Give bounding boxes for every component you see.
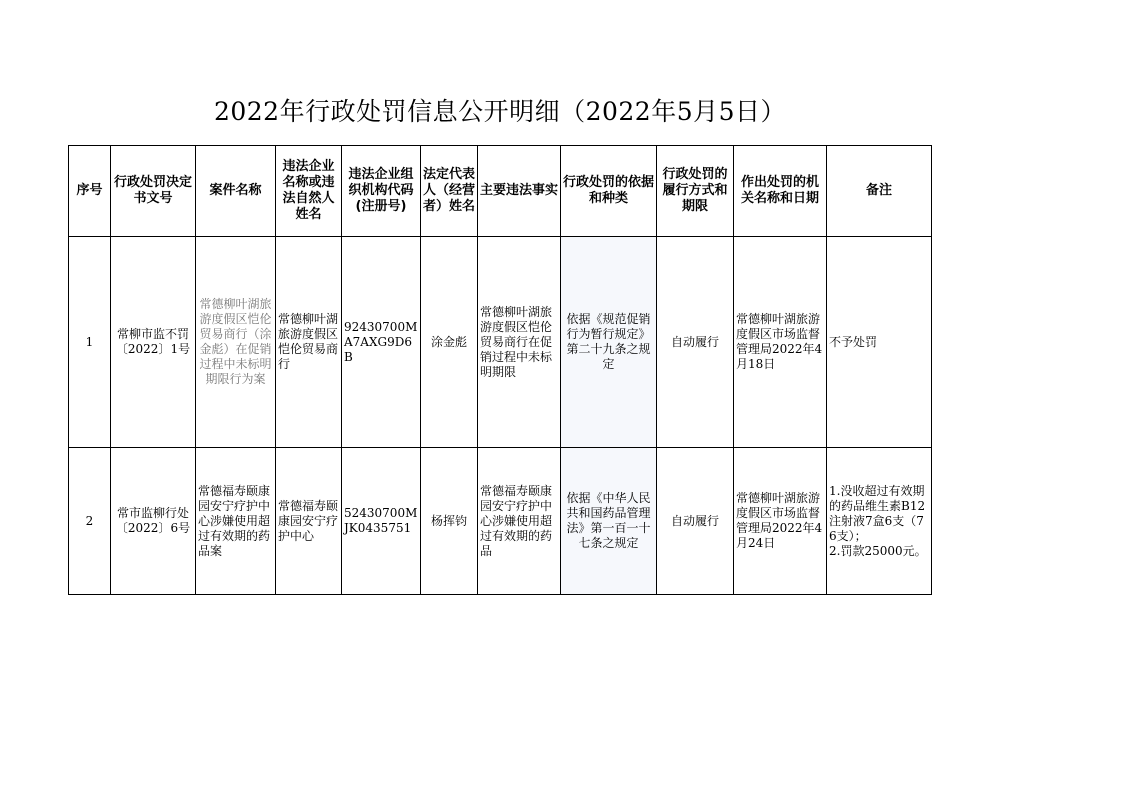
header-seq: 序号 bbox=[69, 146, 111, 237]
cell-main-facts: 常德柳叶湖旅游度假区恺伦贸易商行在促销过程中未标明期限 bbox=[478, 237, 561, 448]
cell-basis-type: 依据《规范促销行为暂行规定》第二十九条之规定 bbox=[561, 237, 657, 448]
header-basis-type: 行政处罚的依据和种类 bbox=[561, 146, 657, 237]
cell-seq: 2 bbox=[69, 448, 111, 595]
cell-legal-rep: 涂金彪 bbox=[421, 237, 478, 448]
note-line: 1.没收超过有效期的药品维生素B12注射液7盒6支（76支）； bbox=[829, 483, 926, 543]
cell-case-name: 常德福寿颐康园安宁疗护中心涉嫌使用超过有效期的药品案 bbox=[196, 448, 276, 595]
header-violator-name: 违法企业名称或违法自然人姓名 bbox=[276, 146, 342, 237]
cell-org-code: 52430700MJK0435751 bbox=[342, 448, 421, 595]
cell-case-name: 常德柳叶湖旅游度假区恺伦贸易商行（涂金彪）在促销过程中未标明期限行为案 bbox=[196, 237, 276, 448]
cell-decision-no: 常柳市监不罚〔2022〕1号 bbox=[111, 237, 196, 448]
table-header-row bbox=[69, 146, 932, 237]
cell-basis-type: 依据《中华人民共和国药品管理法》第一百一十七条之规定 bbox=[561, 448, 657, 595]
cell-main-facts: 常德福寿颐康园安宁疗护中心涉嫌使用超过有效期的药品 bbox=[478, 448, 561, 595]
cell-violator-name: 常德福寿颐康园安宁疗护中心 bbox=[276, 448, 342, 595]
header-decision-no: 行政处罚决定书文号 bbox=[111, 146, 196, 237]
cell-org-code: 92430700MA7AXG9D6B bbox=[342, 237, 421, 448]
cell-execution: 自动履行 bbox=[657, 448, 734, 595]
penalty-table bbox=[68, 145, 932, 595]
header-org-code: 违法企业组织机构代码(注册号) bbox=[342, 146, 421, 237]
table-row bbox=[69, 448, 932, 595]
header-execution: 行政处罚的履行方式和期限 bbox=[657, 146, 734, 237]
header-authority-date: 作出处罚的机关名称和日期 bbox=[734, 146, 827, 237]
note-line: 不予处罚 bbox=[829, 334, 878, 349]
cell-execution: 自动履行 bbox=[657, 237, 734, 448]
header-main-facts: 主要违法事实 bbox=[478, 146, 561, 237]
header-notes: 备注 bbox=[827, 146, 932, 237]
cell-legal-rep: 杨挥钧 bbox=[421, 448, 478, 595]
header-case-name: 案件名称 bbox=[196, 146, 276, 237]
table-row bbox=[69, 237, 932, 448]
cell-violator-name: 常德柳叶湖旅游度假区恺伦贸易商行 bbox=[276, 237, 342, 448]
cell-seq: 1 bbox=[69, 237, 111, 448]
cell-notes bbox=[827, 448, 932, 595]
cell-notes bbox=[827, 237, 932, 448]
header-legal-rep: 法定代表人（经营者）姓名 bbox=[421, 146, 478, 237]
page-title: 2022年行政处罚信息公开明细（2022年5月5日） bbox=[213, 97, 787, 126]
note-line: 2.罚款25000元。 bbox=[829, 543, 927, 558]
cell-authority-date: 常德柳叶湖旅游度假区市场监督管理局2022年4月24日 bbox=[734, 448, 827, 595]
cell-decision-no: 常市监柳行处〔2022〕6号 bbox=[111, 448, 196, 595]
cell-authority-date: 常德柳叶湖旅游度假区市场监督管理局2022年4月18日 bbox=[734, 237, 827, 448]
